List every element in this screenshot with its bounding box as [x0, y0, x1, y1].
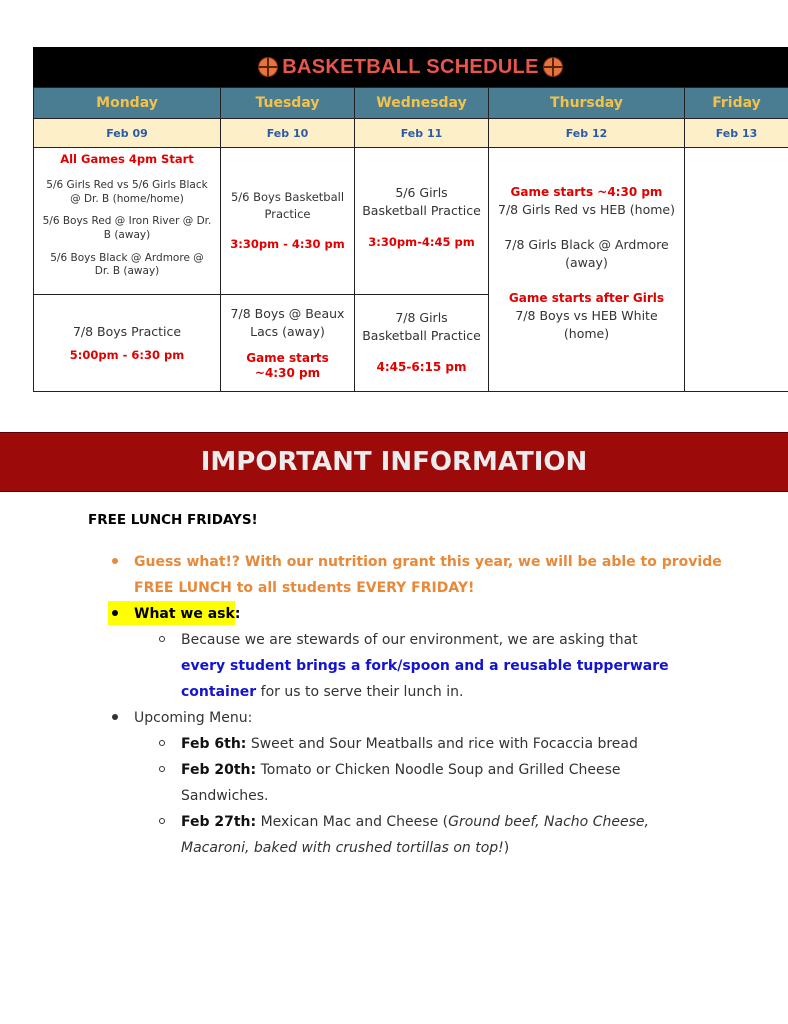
- menu-item-1: [181, 731, 638, 757]
- wednesday-bottom-cell: [355, 295, 489, 392]
- wednesday-top-cell: [355, 148, 489, 295]
- bullet-dot: [112, 714, 118, 720]
- menu-item-2: [181, 757, 621, 783]
- monday-bottom-cell: [34, 295, 221, 392]
- bullet-dot: [112, 610, 118, 616]
- wednesday-bottom-text: 7/8 Girls Basketball Practice: [362, 310, 481, 344]
- menu-3-italic-1: Ground beef, Nacho Cheese,: [448, 814, 649, 830]
- schedule-table: [33, 87, 788, 392]
- bullet-1-line-1: Guess what!? With our nutrition grant this year, we will be able to provide: [134, 554, 722, 570]
- menu-2-text: Tomato or Chicken Noodle Soup and Grilled Cheese: [256, 762, 621, 778]
- sub-bullet-1-line-3: [181, 679, 463, 705]
- thursday-time-2: Game starts after Girls: [508, 290, 665, 305]
- sub-bullet-1-line-2: every student brings a fork/spoon and a reusable tupperware: [181, 658, 669, 674]
- date-wednesday: Feb 11: [355, 119, 489, 148]
- monday-bottom-text: 7/8 Boys Practice: [72, 323, 182, 339]
- thursday-cell: [489, 148, 685, 392]
- menu-1-date: Feb 6th:: [181, 736, 247, 752]
- tuesday-bottom-time: Game starts ~4:30 pm: [246, 351, 329, 381]
- thursday-time-1: Game starts ~4:30 pm: [510, 185, 663, 199]
- bullet-1-line-2: FREE LUNCH to all students EVERY FRIDAY!: [134, 580, 475, 596]
- date-monday: Feb 09: [34, 119, 221, 148]
- container-word: container: [181, 684, 257, 700]
- day-tuesday: Tuesday: [221, 88, 355, 119]
- tuesday-bottom-cell: [221, 295, 355, 392]
- basketball-icon: [543, 57, 563, 77]
- thursday-game-1: 7/8 Girls Red vs HEB (home): [498, 202, 675, 218]
- monday-games-header: All Games 4pm Start: [60, 152, 194, 166]
- day-wednesday: Wednesday: [355, 88, 489, 119]
- menu-3-date: Feb 27th:: [181, 814, 257, 830]
- monday-bottom-time: 5:00pm - 6:30 pm: [69, 347, 185, 362]
- schedule-title: BASKETBALL SCHEDULE: [282, 55, 539, 78]
- tuesday-top-time: 3:30pm - 4:30 pm: [230, 237, 345, 252]
- bullet-dot: [112, 558, 118, 564]
- schedule-row-1: [34, 148, 788, 295]
- date-thursday: Feb 12: [489, 119, 685, 148]
- wednesday-top-text: 5/6 Girls Basketball Practice: [362, 185, 481, 219]
- basketball-schedule: [33, 47, 788, 392]
- menu-2-date: Feb 20th:: [181, 762, 257, 778]
- tuesday-top-cell: [221, 148, 355, 295]
- date-tuesday: Feb 10: [221, 119, 355, 148]
- date-row: [34, 119, 788, 148]
- thursday-game-2: 7/8 Girls Black @ Ardmore (away): [504, 236, 669, 270]
- sub-bullet-circle: [159, 636, 165, 642]
- date-friday: Feb 13: [685, 119, 788, 148]
- menu-3-italic-2: Macaroni, baked with crushed tortillas on top!: [181, 840, 504, 856]
- bullet-2-what-we-ask: What we ask:: [134, 606, 241, 622]
- basketball-icon: [258, 57, 278, 77]
- tuesday-top-text: 5/6 Boys Basketball Practice: [230, 189, 345, 221]
- monday-game-1: 5/6 Girls Red vs 5/6 Girls Black @ Dr. B (home/home): [46, 178, 208, 205]
- day-friday: Friday: [685, 88, 788, 119]
- schedule-title-bar: [33, 47, 788, 87]
- thursday-game-3: 7/8 Boys vs HEB White (home): [515, 308, 658, 342]
- day-header-row: [34, 88, 788, 119]
- menu-item-3: [181, 809, 649, 835]
- menu-1-text: Sweet and Sour Meatballs and rice with Focaccia bread: [246, 736, 638, 752]
- tuesday-bottom-text: 7/8 Boys @ Beaux Lacs (away): [230, 305, 345, 339]
- monday-game-3: 5/6 Boys Black @ Ardmore @ Dr. B (away): [50, 251, 204, 278]
- monday-game-2: 5/6 Boys Red @ Iron River @ Dr. B (away): [42, 215, 212, 241]
- monday-top-cell: [34, 148, 221, 295]
- container-rest: for us to serve their lunch in.: [256, 684, 464, 700]
- day-thursday: Thursday: [489, 88, 685, 119]
- bullet-3-upcoming-menu: Upcoming Menu:: [134, 710, 253, 726]
- sub-bullet-1-line-1: Because we are stewards of our environment, we are asking that: [181, 632, 638, 648]
- important-information-banner: IMPORTANT INFORMATION: [0, 432, 788, 492]
- sub-bullet-circle: [159, 766, 165, 772]
- menu-3-text: Mexican Mac and Cheese (: [256, 814, 449, 830]
- menu-3-close: ): [503, 840, 510, 856]
- menu-item-3-line-2: [181, 835, 509, 861]
- day-monday: Monday: [34, 88, 221, 119]
- sub-bullet-circle: [159, 740, 165, 746]
- free-lunch-heading: FREE LUNCH FRIDAYS!: [88, 512, 258, 528]
- wednesday-bottom-time: 4:45-6:15 pm: [376, 360, 467, 375]
- wednesday-top-time: 3:30pm-4:45 pm: [368, 235, 475, 250]
- menu-item-2-line-2: Sandwiches.: [181, 788, 269, 804]
- sub-bullet-circle: [159, 818, 165, 824]
- friday-cell: [685, 148, 788, 392]
